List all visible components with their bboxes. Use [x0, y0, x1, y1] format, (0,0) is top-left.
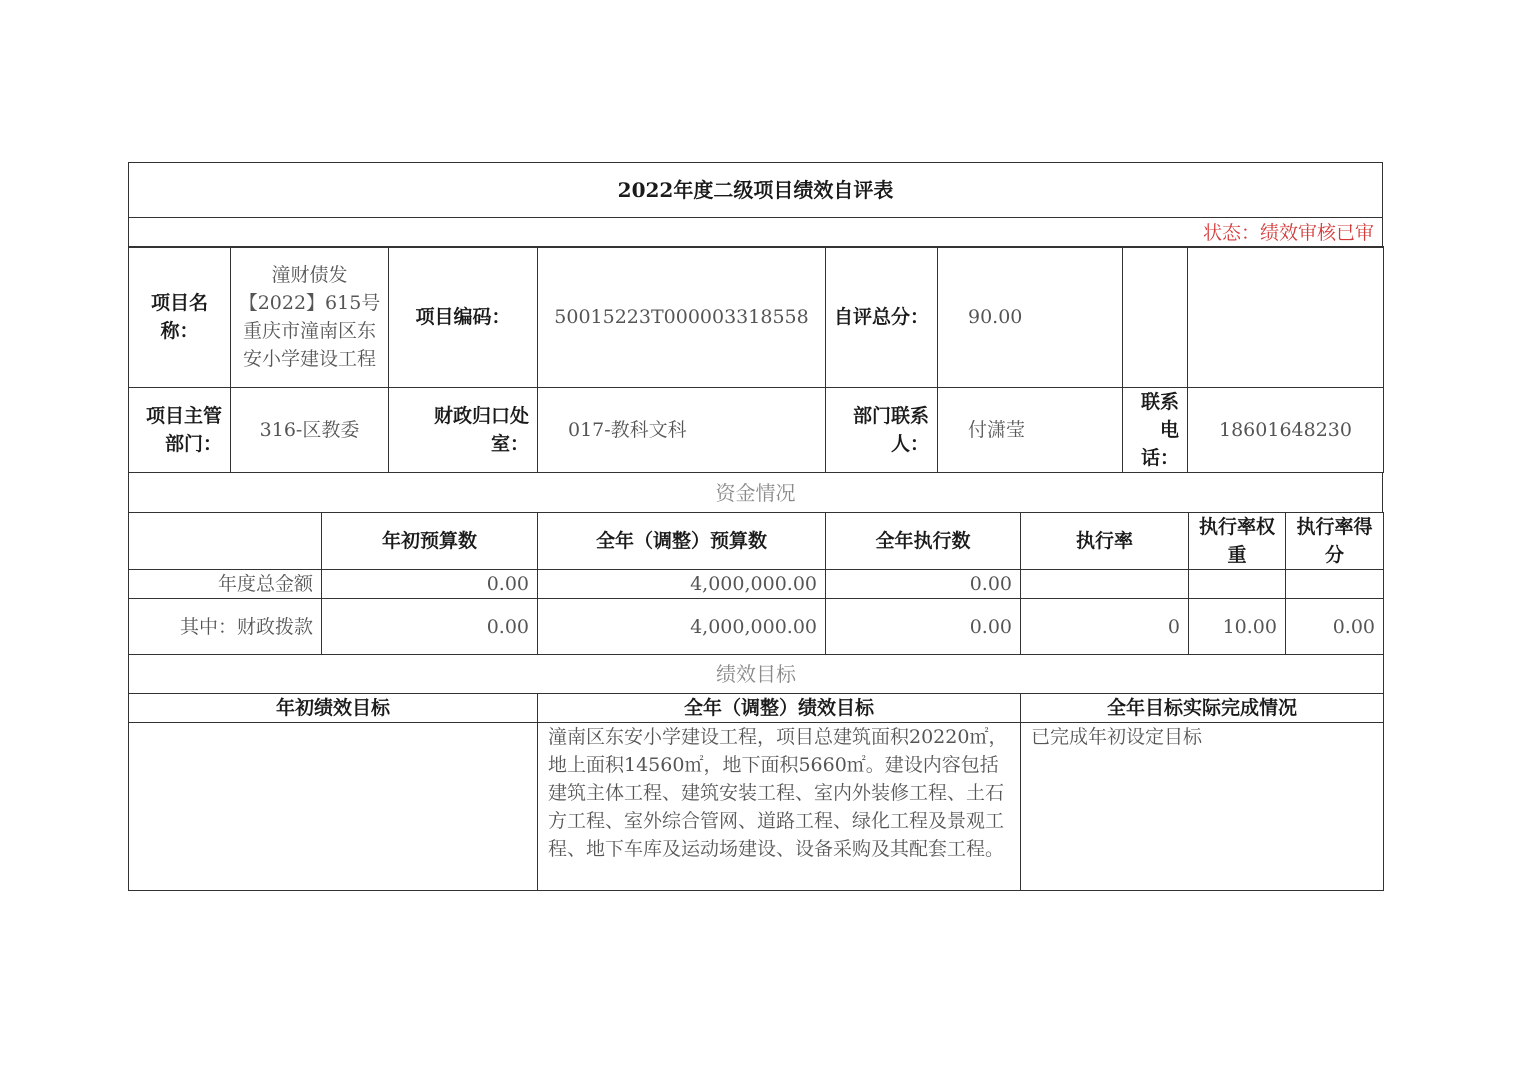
goals-table: [128, 654, 1384, 891]
budget-value: 0.00: [322, 570, 538, 599]
project-name-label: 项目名称：: [129, 247, 231, 388]
funds-section-table: [128, 472, 1383, 513]
goals-header-initial: 年初绩效目标: [129, 694, 538, 723]
empty-cell: [1123, 247, 1188, 388]
goal-actual-text: 已完成年初设定目标: [1021, 723, 1384, 891]
funds-header-adjusted: 全年（调整）预算数: [538, 513, 826, 570]
goals-section-title: 绩效目标: [129, 655, 1384, 694]
weight-value: 10.00: [1189, 599, 1286, 655]
score-label: 自评总分：: [826, 247, 938, 388]
budget-value: 0.00: [322, 599, 538, 655]
funds-header-weight: 执行率权重: [1189, 513, 1286, 570]
row-label: 其中：财政拨款: [129, 599, 322, 655]
title-table: [128, 162, 1383, 248]
funds-table: [128, 512, 1384, 655]
phone-value: 18601648230: [1188, 388, 1384, 473]
funds-header-score: 执行率得分: [1286, 513, 1384, 570]
contact-value: 付潇莹: [938, 388, 1123, 473]
finance-label: 财政归口处室：: [389, 388, 538, 473]
status-text: 状态：绩效审核已审: [129, 218, 1383, 248]
project-name-value: 潼财债发【2022】615号重庆市潼南区东安小学建设工程: [231, 247, 389, 388]
goal-initial-text: [129, 723, 538, 891]
goal-adjusted-text: 潼南区东安小学建设工程，项目总建筑面积20220㎡，地上面积14560㎡，地下面积5660㎡。建设内容包括建筑主体工程、建筑安装工程、室内外装修工程、土石方工程、室外综合管网、道路工程、绿化工程及景观工程、地下车库及运动场建设、设备采购及其配套工程。: [538, 723, 1021, 891]
table-row: [129, 570, 1384, 599]
score-value: 0.00: [1286, 599, 1384, 655]
table-row: [129, 599, 1384, 655]
executed-value: 0.00: [826, 570, 1021, 599]
finance-value: 017-教科文科: [538, 388, 826, 473]
weight-value: [1189, 570, 1286, 599]
rate-value: [1021, 570, 1189, 599]
executed-value: 0.00: [826, 599, 1021, 655]
project-code-label: 项目编码：: [389, 247, 538, 388]
funds-header-empty: [129, 513, 322, 570]
dept-value: 316-区教委: [231, 388, 389, 473]
row-label: 年度总金额: [129, 570, 322, 599]
form-title: 2022年度二级项目绩效自评表: [129, 163, 1383, 218]
adjusted-value: 4,000,000.00: [538, 570, 826, 599]
goals-header-actual: 全年目标实际完成情况: [1021, 694, 1384, 723]
empty-cell: [1188, 247, 1384, 388]
project-code-value: 50015223T000003318558: [538, 247, 826, 388]
funds-header-rate: 执行率: [1021, 513, 1189, 570]
info-table: [128, 246, 1384, 473]
score-value: 90.00: [938, 247, 1123, 388]
funds-header-budget: 年初预算数: [322, 513, 538, 570]
adjusted-value: 4,000,000.00: [538, 599, 826, 655]
contact-label: 部门联系人：: [826, 388, 938, 473]
funds-header-executed: 全年执行数: [826, 513, 1021, 570]
score-value: [1286, 570, 1384, 599]
dept-label: 项目主管部门：: [129, 388, 231, 473]
rate-value: 0: [1021, 599, 1189, 655]
phone-label: 联系电话：: [1123, 388, 1188, 473]
goals-header-adjusted: 全年（调整）绩效目标: [538, 694, 1021, 723]
funds-section-title: 资金情况: [129, 473, 1383, 513]
